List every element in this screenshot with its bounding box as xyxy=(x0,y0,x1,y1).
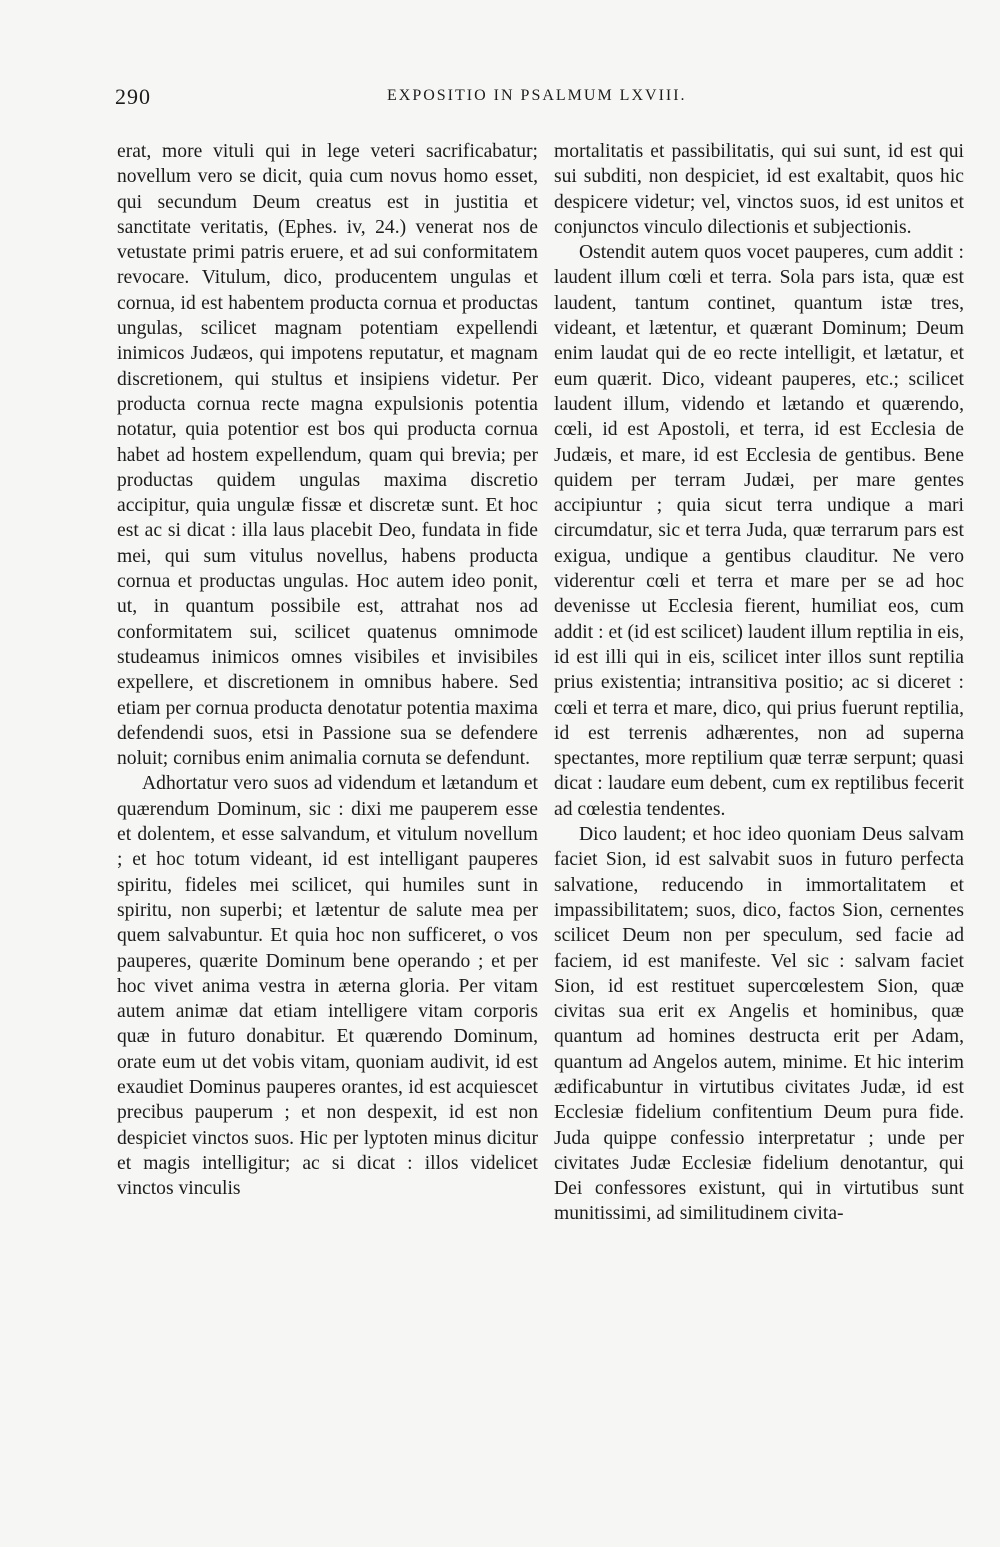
left-paragraph-1: erat, more vituli qui in lege veteri sacrificabatur; novellum vero se dicit, quia cum novus homo esset, qui secundum Deum creatus est in justitia et sanctitate veritatis, (Ephes. iv, 24.) venerat nos de vetustate primi patris eruere, et ad sui conformitatem revocare. Vitulum, dico, producentem ungulas et cornua, id est habentem producta cornua et productas ungulas, scilicet magnam potentiam expellendi inimicos Judæos, qui impotens reputatur, et magnam discretionem, qui stultus et insipiens videtur. Per producta cornua recte magna expulsionis potentia notatur, quia potentior est bos qui producta cornua habet ad hostem expellendum, quam qui brevia; per productas quidem ungulas maxima discretio accipitur, quia ungulæ fissæ et discretæ sunt. Et hoc est ac si dicat : illa laus placebit Deo, fundata in fide mei, qui sum vitulus novellus, habens producta cornua et productas ungulas. Hoc autem ideo ponit, ut, in quantum possibile est, attrahat nos ad conformitatem sui, scilicet quatenus omnimode studeamus inimicos omnes visibiles et invisibiles expellere, et discretionem in omnibus habere. Sed etiam per cornua producta denotatur potentia maxima defendendi suos, etsi in Passione sua se defendere noluit; cornibus enim animalia cornuta se defendunt. xyxy=(117,141,538,770)
right-paragraph-1: mortalitatis et passibilitatis, qui sui sunt, id est qui sui subditi, non despiciet, id est exaltabit, quos hic despicere videtur; vel, vinctos suos, id est unitos et conjunctos vinculo dilectionis et subjectionis. xyxy=(554,141,964,238)
page-header xyxy=(115,84,970,114)
right-paragraph-3: Dico laudent; et hoc ideo quoniam Deus salvam faciet Sion, id est salvabit suos in futuro perfecta salvatione, reducendo in immortalitatem et impassibilitatem; suos, dico, factos Sion, cernentes scilicet Deum non per speculum, sed facie ad faciem, id est manifeste. Vel sic : salvam faciet Sion, id est restituet supercœlestem Sion, quæ civitas sua erit ex Angelis et hominibus, quæ quantum ad homines destructa erit per Adam, quantum ad Angelos autem, minime. Et hic interim ædificabuntur in virtutibus civitates Judæ, id est Ecclesiæ fidelium confitentium Deum pura fide. Juda quippe confessio interpretatur ; unde per civitates Judæ Ecclesiæ fidelium denotantur, qui Dei confessores existunt, qui in virtutibus sunt munitissimi, ad similitudinem civita- xyxy=(554,824,964,1225)
right-paragraph-2: Ostendit autem quos vocet pauperes, cum addit : laudent illum cœli et terra. Sola pars ista, quæ est laudent, tantum continet, quantum istæ tres, videant, et lætentur, et quærant Dominum; Deum enim laudat qui de eo recte intelligit, et lætatur, et eum quærit. Dico, videant pauperes, etc.; scilicet laudent illum, videndo et lætando et quærendo, cœli, id est Apostoli, et terra, id est Ecclesia de Judæis, et mare, id est Ecclesia de gentibus. Bene quidem per terram Judæi, per mare gentes accipiuntur ; quia sicut terra undique a mari circumdatur, sic et terra Juda, quæ terrarum pars est exigua, undique a gentibus clauditur. Ne vero viderentur cœli et terra et mare per se ad hoc devenisse ut Ecclesia fierent, humiliat eos, cum addit : et (id est scilicet) laudent illum reptilia in eis, id est illi qui in eis, scilicet inter illos sunt reptilia prius existentia; intransitiva positio; ac si diceret : cœli et terra et mare, dico, qui prius fuerunt reptilia, id est terrenis adhærentes, non ad superna spectantes, more reptilium quæ terræ serpunt; quasi dicat : laudare eum debent, cum ex reptilibus fecerit ad cœlestia tendentes. xyxy=(554,242,964,820)
page-number: 290 xyxy=(115,84,151,109)
left-paragraph-2: Adhortatur vero suos ad videndum et lætandum et quærendum Dominum, sic : dixi me pauperem esse et dolentem, et esse salvandum, et vitulum novellum ; et hoc totum videant, id est intelligant pauperes spiritu, fideles mei scilicet, qui humiles sunt in spiritu, non superbi; et lætentur de salute mea per quem salvabuntur. Et quia hoc non sufficeret, o vos pauperes, quærite Dominum bene operando ; et per hoc vivet anima vestra in æterna gloria. Per vitam autem animæ dat etiam intelligere vitam corporis quæ in futuro donabitur. Et quærendo Dominum, orate eum ut det vobis vitam, quoniam audivit, id est exaudiet Dominus pauperes orantes, id est acquiescet precibus pauperum ; et non despexit, id est non despiciet vinctos suos. Hic per lyptoten minus dicitur et magis intelligitur; ac si dicat : illos videlicet vinctos vinculis xyxy=(117,773,538,1200)
running-head: EXPOSITIO IN PSALMUM LXVIII. xyxy=(387,87,687,104)
right-column xyxy=(554,139,964,1227)
left-column xyxy=(117,139,538,1201)
